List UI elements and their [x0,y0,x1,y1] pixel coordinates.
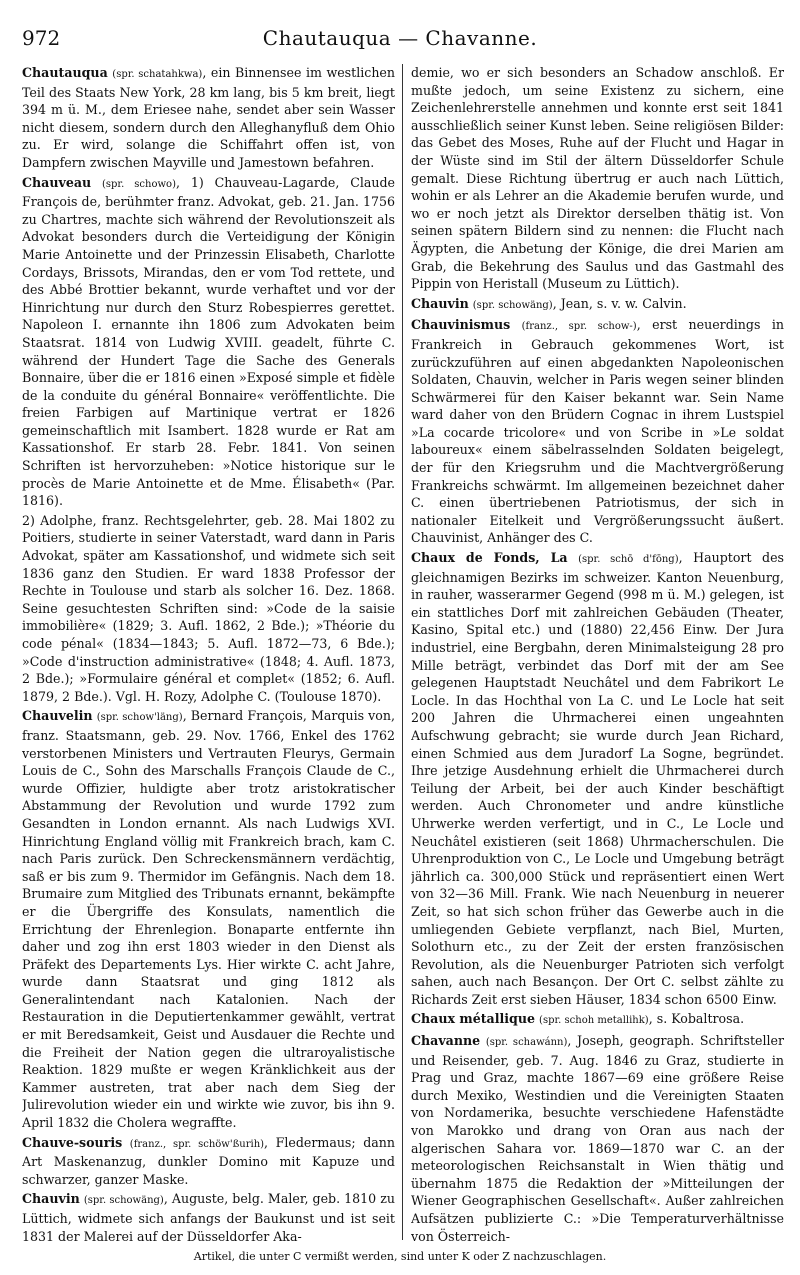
entry-text: demie, wo er sich besonders an Schadow anschloß. Er mußte jedoch, um seine Existenz zu sichern, eine Zeichenlehrerstelle annehmen und konnte erst seit 1841 ausschließlich seiner Kunst leben. Seine religiösen Bilder: das Gebet des Moses, Ruhe auf der Flucht und Hagar in der Wüste sind im Stil der ältern Düsseldorfer Schule gemalt. Diese Richtung übertrug er auch nach Lüttich, wohin er als Lehrer an die Akademie berufen wurde, und wo er noch jetzt als Direktor derselben thätig ist. Von seinen spätern Bildern sind zu nennen: die Flucht nach Ägypten, die Anbetung der Könige, die drei Marien am Grab, die Bekehrung des Saulus und das Gastmahl des Pippin von Heristall (Museum zu Lüttich). [411,65,784,292]
entry-text: , Bernard François, Marquis von, franz. Staatsmann, geb. 29. Nov. 1766, Enkel des 1762 verstorbenen Ministers und Vertrauten Fleurys, Germain Louis de C., Sohn des Marschalls François Claude de C., wurde Offizier, huldigte aber trotz aristokratischer Abstammung der Revolution und wurde 1792 zum Gesandten in London ernannt. Als nach Ludwigs XVI. Hinrichtung England völlig mit Frankreich brach, kam C. nach Paris zurück. Den Schreckensmännern verdächtig, saß er bis zum 9. Thermidor im Gefängnis. Nach dem 18. Brumaire zum Mitglied des Tribunats ernannt, bekämpfte er die Übergriffe des Konsulats, namentlich die Errichtung der Ehrenlegion. Bonaparte entfernte ihn daher und zog ihn erst 1803 wieder in den Dienst als Präfekt des Departements Lys. Hier wirkte C. acht Jahre, wurde dann Staatsrat und ging 1812 als Generalintendant nach Katalonien. Nach der Restauration in die Deputiertenkammer gewählt, vertrat er mit Beredsamkeit, Geist und Ausdauer die Rechte und die Freiheit der Nation gegen die ultraroyalistische Reaktion. 1829 mußte er wegen Kränklichkeit aus der Kammer austreten, trat aber nach dem Sieg der Julirevolution wieder ein und wirkte wie zuvor, bis ihn 9. April 1832 die Cholera wegraffte. [22,708,395,1131]
pronunciation: (spr. schō d'fōng) [578,554,679,566]
pronunciation: (franz., spr. schöw'ßurih) [129,1138,265,1150]
headword: Chauvin [411,295,469,311]
headword: Chauvinismus [411,317,511,333]
footer-note: Artikel, die unter C vermißt werden, sind unter K oder Z nachzuschlagen. [193,1250,607,1263]
pronunciation: (spr. schatahkwa) [112,69,203,80]
pronunciation: (spr. schoh metallihk) [539,1015,649,1027]
entry-text: , Hauptort des gleichnamigen Bezirks im schweizer. Kanton Neuenburg, in rauher, wasserarmer Gegend (998 m ü. M.) gelegen, ist ein stattliches Dorf mit zahlreichen Gebäuden (Theater, Kasino, Spital etc.) und (1880) 22,456 Einw. Der Jura industriel, eine Bergbahn, deren Minimalsteigung 28 pro Mille beträgt, verbindet das Dorf mit der am See gelegenen Hauptstadt Neuchâtel und dem Fabrikort Le Locle. In das Hochthal von La C. und Le Locle hat seit 200 Jahren die Uhrmacherei einen ungeahnten Aufschwung gebracht; sie wurde durch Jean Richard, einen Schmied aus dem Juradorf La Sogne, begründet. Ihre jetzige Ausdehnung erhielt die Uhrmacherei durch Teilung der Arbeit, bei der auch Kinder beschäftigt werden. Auch Chronometer und andre künstliche Uhrwerke werden verfertigt, und in C., Le Locle und Neuchâtel existieren (seit 1868) Uhrmacherschulen. Die Uhrenproduktion von C., Le Locle und Umgebung beträgt jährlich ca. 300,000 Stück und repräsentiert einen Wert von 32—36 Mill. Frank. Wie nach Neuenburg in neuerer Zeit, so hat sich schon früher das Gewerbe auch in die umliegenden Gebiete verpflanzt, nach Biel, Murten, Solothurn etc., zu der Zeit der ersten französischen Revolution, als die Neuenburger Patrioten sich verfolgt sahen, auch nach Besançon. Der Ort C. selbst zählte zu Richards Zeit erst sieben Häuser, 1834 schon 6500 Einw. [411,550,784,1007]
headword: Chaux de Fonds, La [411,550,568,566]
pronunciation: (spr. schawánn) [485,1037,568,1049]
entry-chauvin-continued [411,64,784,293]
pronunciation: (spr. schowäng) [83,1195,164,1207]
entry-text: 2) Adolphe, franz. Rechtsgelehrter, geb. 28. Mai 1802 zu Poitiers, studierte in seiner Vaterstadt, ward dann in Paris Advokat, später am Kassationshof, und widmete sich seit 1836 ganz den Studien. Er ward 1838 Professor der Rechte in Toulouse und starb als solcher 16. Dez. 1868. Seine gesuchtesten Schriften sind: »Code de la saisie immobilière« (1829; 3. Aufl. 1862, 2 Bde.); »Théorie du code pénal« (1834—1843; 5. Aufl. 1872—73, 6 Bde.); »Code d'instruction administrative« (1848; 4. Aufl. 1873, 2 Bde.); »Formulaire général et complet« (1852; 6. Aufl. 1879, 2 Bde.). Vgl. H. Rozy, Adolphe C. (Toulouse 1870). [22,512,395,704]
pronunciation: (spr. schowäng) [472,299,553,311]
left-column [22,64,395,1244]
entry-chaux-metallique [411,1010,784,1030]
text-columns [22,64,784,1244]
headword: Chavanne [411,1033,481,1049]
entry-chauve-souris [22,1134,395,1189]
entry-chauvinismus [411,316,784,547]
headword: Chauvin [22,1191,80,1207]
page-header [22,26,778,52]
entry-text: , Jean, s. v. w. Calvin. [552,295,687,311]
running-title: Chautauqua — Chavanne. [262,26,538,50]
pronunciation: (spr. schowo) [102,178,176,190]
entry-chaux-de-fonds [411,549,784,1008]
entry-chauveau-adolphe [22,512,395,706]
entry-text: , Fledermaus; dann Art Maskenanzug, dunkler Domino mit Kapuze und schwarzer, ganzer Maske. [22,1134,395,1187]
pronunciation: (franz., spr. schow-) [521,321,637,333]
entry-chautauqua [22,64,395,172]
entry-chauvin-jean [411,295,784,315]
headword: Chautauqua [22,65,108,80]
entry-chauvelin [22,707,395,1131]
entry-text: , erst neuerdings in Frankreich in Gebrauch gekommenes Wort, ist zurückzuführen auf einen abgedankten Napoleonischen Soldaten, Chauvin, welcher in Paris wegen seiner blinden Schwärmerei für den Kaiser bekannt war. Sein Name ward daher von den Brüdern Cognac in ihrem Lustspiel »La cocarde tricolore« und von Scribe in »Le soldat laboureux« einem säbelrasselnden Soldaten beigelegt, der für den Kriegsruhm und die Machtvergrößerung Frankreichs schwärmt. Im allgemeinen bezeichnet daher C. einen übertriebenen Patriotismus, der sich in nationaler Eitelkeit und Vergrößerungssucht äußert. Chauvinist, Anhänger des C. [411,317,784,546]
entry-chauvin-auguste [22,1190,395,1244]
column-divider [402,64,403,1240]
headword: Chaux métallique [411,1011,536,1027]
headword: Chauvelin [22,708,93,724]
headword: Chauve-souris [22,1134,123,1150]
entry-chauveau [22,174,395,510]
entry-chavanne [411,1032,784,1244]
page-number: 972 [22,26,61,50]
entry-text: , Joseph, geograph. Schriftsteller und Reisender, geb. 7. Aug. 1846 zu Graz, studierte in Prag und Graz, machte 1867—69 eine größere Reise durch Mexiko, Westindien und die Vereinigten Staaten von Nordamerika, besuchte verschiedene Hafenstädte von Marokko und drang von Oran aus nach der algerischen Sahara vor. 1869—1870 war C. an der meteorologischen Reichsanstalt in Wien thätig und übernahm 1875 die Redaktion der »Mitteilungen der Wiener Geographischen Gesellschaft«. Außer zahlreichen Aufsätzen publizierte C.: »Die Temperaturverhältnisse von Österreich- [411,1033,784,1244]
entry-text: , Auguste, belg. Maler, geb. 1810 zu Lüttich, widmete sich anfangs der Baukunst und ist seit 1831 der Malerei auf der Düsseldorfer Aka- [22,1191,395,1244]
headword: Chauveau [22,174,92,190]
entry-text: , s. Kobaltrosa. [648,1011,745,1027]
entry-text: , ein Binnensee im westlichen Teil des Staats New York, 28 km lang, bis 5 km breit, liegt 394 m ü. M., dem Eriesee nahe, sendet aber sein Wasser nicht diesem, sondern durch den Alleghanyfluß dem Ohio zu. Er wird, solange die Schiffahrt offen ist, von Dampfern zwischen Mayville und Jamestown befahren. [22,65,395,170]
pronunciation: (spr. schow'läng) [96,712,183,724]
right-column [411,64,784,1244]
entry-text: , 1) Chauveau-Lagarde, Claude François de, berühmter franz. Advokat, geb. 21. Jan. 1756 zu Chartres, machte sich während der Revolutionszeit als Advokat besonders durch die Verteidigung der Königin Marie Antoinette und der Prinzessin Elisabeth, Charlotte Cordays, Brissots, Mirandas, den er vom Tod rettete, und des Abbé Brottier bekannt, wurde verhaftet und vor der Hinrichtung nur durch den Sturz Robespierres gerettet. Napoleon I. ernannte ihn 1806 zum Advokaten beim Staatsrat. 1814 von Ludwig XVIII. geadelt, führte C. während der Hundert Tage die Sache des Generals Bonnaire, über die er 1816 einen »Exposé simple et fidèle de la conduite du général Bonnaire« veröffentlichte. Die freien Farbigen auf Martinique vertrat er 1826 gemeinschaftlich mit Isambert. 1828 wurde er Rat am Kassationshof. Er starb 28. Febr. 1841. Von seinen Schriften ist hervorzuheben: »Notice historique sur le procès de Marie Antoinette et de Mme. Élisabeth« (Par. 1816). [22,174,395,509]
